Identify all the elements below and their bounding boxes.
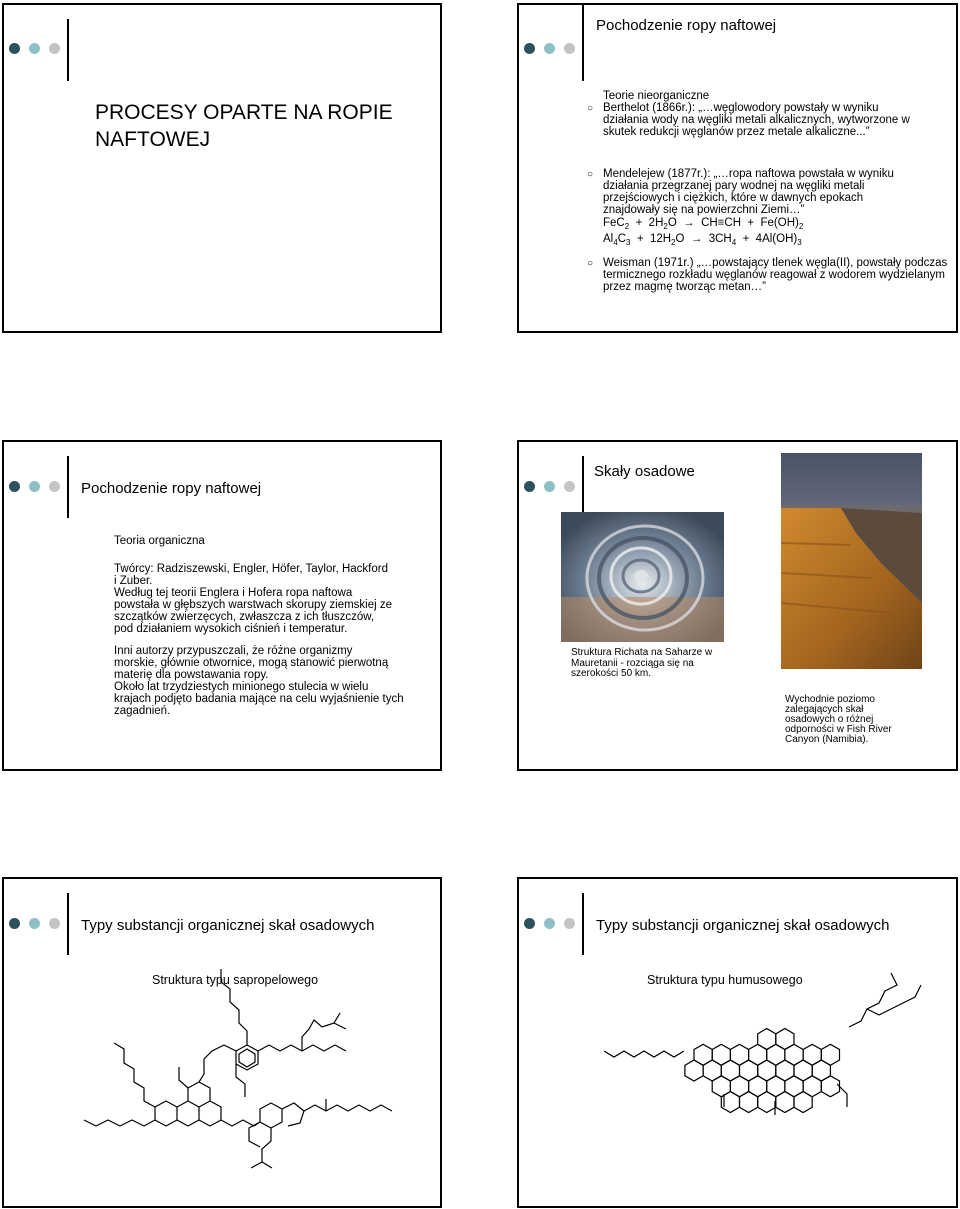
dot-teal	[29, 481, 40, 492]
hexagon-ring	[758, 1092, 776, 1113]
bullet-icon: ○	[587, 258, 594, 269]
dot-grey	[49, 43, 60, 54]
dot-dark	[9, 481, 20, 492]
equation-1: $FeC_2 + 2H_2O \to CH\equiv CH + Fe(OH)_2$	[603, 217, 804, 231]
decorative-dots	[524, 481, 584, 493]
slide-title: Skały osadowe	[594, 463, 695, 480]
dot-grey	[564, 481, 575, 492]
hexagon-ring	[740, 1092, 758, 1113]
hexagon-ring	[821, 1076, 839, 1097]
alkyl-chain	[849, 973, 897, 1027]
decorative-dots	[9, 481, 69, 493]
slide-3	[2, 440, 442, 771]
paragraph-organisms: Inni autorzy przypuszczali, że różne organizmy morskie, głównie otwornice, mogą stanowić pierwotną materię dla powstawania ropy.	[114, 645, 389, 681]
dot-teal	[29, 43, 40, 54]
slide-title: Pochodzenie ropy naftowej	[81, 480, 262, 497]
section-heading: Teoria organiczna	[114, 535, 205, 547]
dot-teal	[544, 43, 555, 54]
slide-2	[517, 3, 958, 333]
paragraph-mendelejew: Mendelejew (1877r.): „…ropa naftowa powstała w wyniku działania przegrzanej pary wodnej na węgliki metali przejściowych i ciężkich, które w dawnych epokach znajdowały się na powierzchni Ziemi…”	[603, 168, 894, 216]
paragraph-weisman: Weisman (1971r.) „…powstający tlenek węgla(II), powstały podczas termicznego rozkładu węglanów reagował z wodorem wydzielanym przez magmę tworząc metan…”	[603, 257, 948, 293]
decorative-dots	[524, 43, 584, 55]
equation-2: $Al_4C_3 + 12H_2O \to 3CH_4 + 4Al(OH)_3$	[603, 233, 802, 247]
section-heading: Teorie nieorganiczne	[603, 90, 710, 102]
bullet-icon: ○	[587, 103, 594, 114]
slide-5	[2, 877, 442, 1208]
paragraph-research: Około lat trzydziestych minionego stulecia w wielu krajach podjęto badania mające na celu wyjaśnienie tych zagadnień.	[114, 681, 404, 717]
humic-structure-diagram	[519, 879, 958, 1208]
hexagon-ring	[794, 1092, 812, 1113]
paragraph-theory: Według tej teorii Englera i Hofera ropa naftowa powstała w głębszych warstwach skorupy ziemskiej ze szczątków zwierzęcych, zwłaszcza z ich tłuszczów, pod działaniem wysokich ciśnień i temperatur.	[114, 587, 393, 635]
slide-4	[517, 440, 958, 771]
hexagon-ring	[776, 1092, 794, 1113]
slide-1	[2, 3, 442, 333]
hexagon-ring	[685, 1060, 703, 1081]
slide-title: PROCESY OPARTE NA ROPIE NAFTOWEJ	[95, 101, 393, 151]
alkyl-chain	[837, 1084, 847, 1107]
vertical-divider	[582, 5, 584, 81]
richat-structure-image	[561, 512, 724, 642]
caption-richat: Struktura Richata na Saharze w Mauretanii - rozciąga się na szerokości 50 km.	[571, 647, 713, 679]
dot-dark	[524, 43, 535, 54]
slide-title: Typy substancji organicznej skał osadowych	[81, 917, 375, 934]
slide-title: Typy substancji organicznej skał osadowych	[596, 917, 890, 934]
vertical-divider	[67, 19, 69, 81]
bullet-icon: ○	[587, 169, 594, 180]
vertical-divider	[67, 456, 69, 518]
caption-fish-river: Wychodnie poziomo zalegających skał osadowych o różnej odporności w Fish River Canyon (Namibia).	[785, 694, 892, 745]
decorative-dots	[9, 43, 69, 55]
paragraph-berthelot: Berthelot (1866r.): „…węglowodory powstały w wyniku działania wody na węgliki metali alkalicznych, wytworzone w skutek redukcji węglanów przez metale alkaliczne...”	[603, 102, 910, 138]
slide-subtitle: Struktura typu humusowego	[647, 973, 803, 987]
slide-6	[517, 877, 958, 1208]
dot-grey	[49, 481, 60, 492]
dot-dark	[9, 43, 20, 54]
sapropelic-structure-diagram	[4, 879, 442, 1208]
vertical-divider	[582, 456, 584, 518]
alkyl-chain	[867, 985, 921, 1015]
slide-subtitle: Struktura typu sapropelowego	[152, 973, 319, 987]
slide-title: Pochodzenie ropy naftowej	[596, 17, 777, 34]
dot-grey	[564, 43, 575, 54]
fish-river-canyon-image	[781, 453, 922, 669]
paragraph-authors: Twórcy: Radziszewski, Engler, Höfer, Taylor, Hackford i Zuber.	[114, 563, 388, 587]
alkyl-chain	[604, 1051, 684, 1057]
dot-teal	[544, 481, 555, 492]
dot-dark	[524, 481, 535, 492]
